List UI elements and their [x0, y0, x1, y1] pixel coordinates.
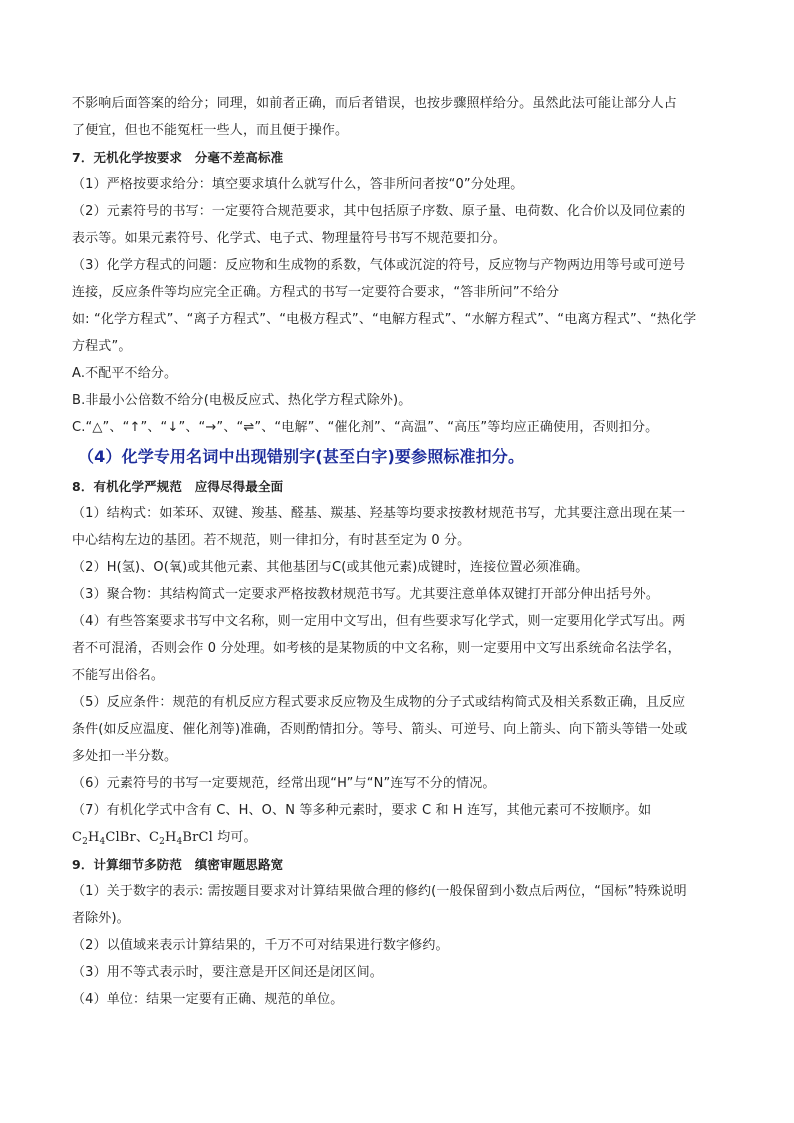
- formula-2: $C_2H_4BrCl$: [149, 830, 213, 847]
- paragraph-line: 者不可混淆，否则会作 0 分处理。如考核的是某物质的中文名称，则一定要用中文写出系统命名法学名，: [72, 641, 681, 656]
- paragraph-line: 如: “化学方程式”、“离子方程式”、“电极方程式”、“电解方程式”、“水解方程式”、“电离方程式”、“热化学: [72, 312, 697, 327]
- paragraph-line: （1）严格按要求给分：填空要求填什么就写什么，答非所问者按“0”分处理。: [72, 177, 524, 192]
- paragraph-line: （7）有机化学式中含有 C、H、O、N 等多种元素时，要求 C 和 H 连写，其他元素可不按顺序。如: [72, 803, 652, 818]
- section-heading-8: 8．有机化学严规范 应得尽得最全面: [72, 479, 284, 494]
- paragraph-line: 不影响后面答案的给分；同理，如前者正确，而后者错误，也按步骤照样给分。虽然此法可能让部分人占: [72, 96, 677, 111]
- paragraph-line: 表示等。如果元素符号、化学式、电子式、物理量符号书写不规范要扣分。: [72, 231, 506, 246]
- paragraph-line: （5）反应条件：规范的有机反应方程式要求反应物及生成物的分子式或结构简式及相关系数正确，且反应: [72, 695, 686, 710]
- section-heading-7: 7．无机化学按要求 分毫不差高标准: [72, 150, 284, 165]
- paragraph-line: （6）元素符号的书写一定要规范，经常出现“H”与“N”连写不分的情况。: [72, 776, 496, 791]
- paragraph-line: （1）关于数字的表示: 需按题目要求对计算结果做合理的修约(一般保留到小数点后两位，“国标”特殊说明: [72, 884, 687, 899]
- list-item-a: A.不配平不给分。: [72, 366, 178, 381]
- paragraph-line: （1）结构式：如苯环、双键、羧基、醛基、羰基、羟基等均要求按教材规范书写，尤其要注意出现在某一: [72, 506, 686, 521]
- paragraph-line: （4）有些答案要求书写中文名称，则一定用中文写出，但有些要求写化学式，则一定要用化学式写出。两: [72, 614, 686, 629]
- paragraph-line: 不能写出俗名。: [72, 668, 165, 683]
- paragraph-line: 者除外)。: [72, 911, 130, 926]
- paragraph-line: 了便宜，但也不能冤枉一些人，而且便于操作。: [72, 123, 349, 138]
- paragraph-line: （3）聚合物：其结构简式一定要求严格按教材规范书写。尤其要注意单体双键打开部分伸出括号外。: [72, 587, 660, 602]
- paragraph-line: （3）化学方程式的问题：反应物和生成物的系数，气体或沉淀的符号，反应物与产物两边用等号或可逆号: [72, 258, 686, 273]
- paragraph-line: （2）H(氢)、O(氧)或其他元素、其他基团与C(或其他元素)成键时，连接位置必须准确。: [72, 560, 589, 575]
- formula-1: $C_2H_4ClBr$: [72, 830, 136, 847]
- paragraph-line: （4）单位：结果一定要有正确、规范的单位。: [72, 992, 344, 1007]
- section-heading-9: 9．计算细节多防范 缜密审题思路宽: [72, 857, 284, 872]
- paragraph-line: 多处扣一半分数。: [72, 749, 178, 764]
- formula-line: $C_2H_4ClBr$、$C_2H_4BrCl$ 均可。: [72, 830, 257, 847]
- highlight-rule: （4）化学专用名词中出现错别字(甚至白字)要参照标准扣分。: [78, 447, 525, 466]
- paragraph-line: （2）以值域来表示计算结果的，千万不可对结果进行数字修约。: [72, 938, 449, 953]
- paragraph-line: 中心结构左边的基团。若不规范，则一律扣分，有时甚至定为 0 分。: [72, 533, 471, 548]
- list-item-c: C.“△”、“↑”、“↓”、“→”、“⇌”、“电解”、“催化剂”、“高温”、“高压”等均应正确使用，否则扣分。: [72, 420, 659, 435]
- paragraph-line: （2）元素符号的书写：一定要符合规范要求，其中包括原子序数、原子量、电荷数、化合价以及同位素的: [72, 204, 686, 219]
- paragraph-line: 条件(如反应温度、催化剂等)准确，否则酌情扣分。等号、箭头、可逆号、向上箭头、向下箭头等错一处或: [72, 722, 688, 737]
- paragraph-line: （3）用不等式表示时，要注意是开区间还是闭区间。: [72, 965, 383, 980]
- paragraph-line: 连接，反应条件等均应完全正确。方程式的书写一定要符合要求，“答非所问”不给分: [72, 285, 560, 300]
- document-page: [72, 90, 724, 1013]
- paragraph-line: 方程式”。: [72, 339, 132, 354]
- list-item-b: B.非最小公倍数不给分(电极反应式、热化学方程式除外)。: [72, 393, 412, 408]
